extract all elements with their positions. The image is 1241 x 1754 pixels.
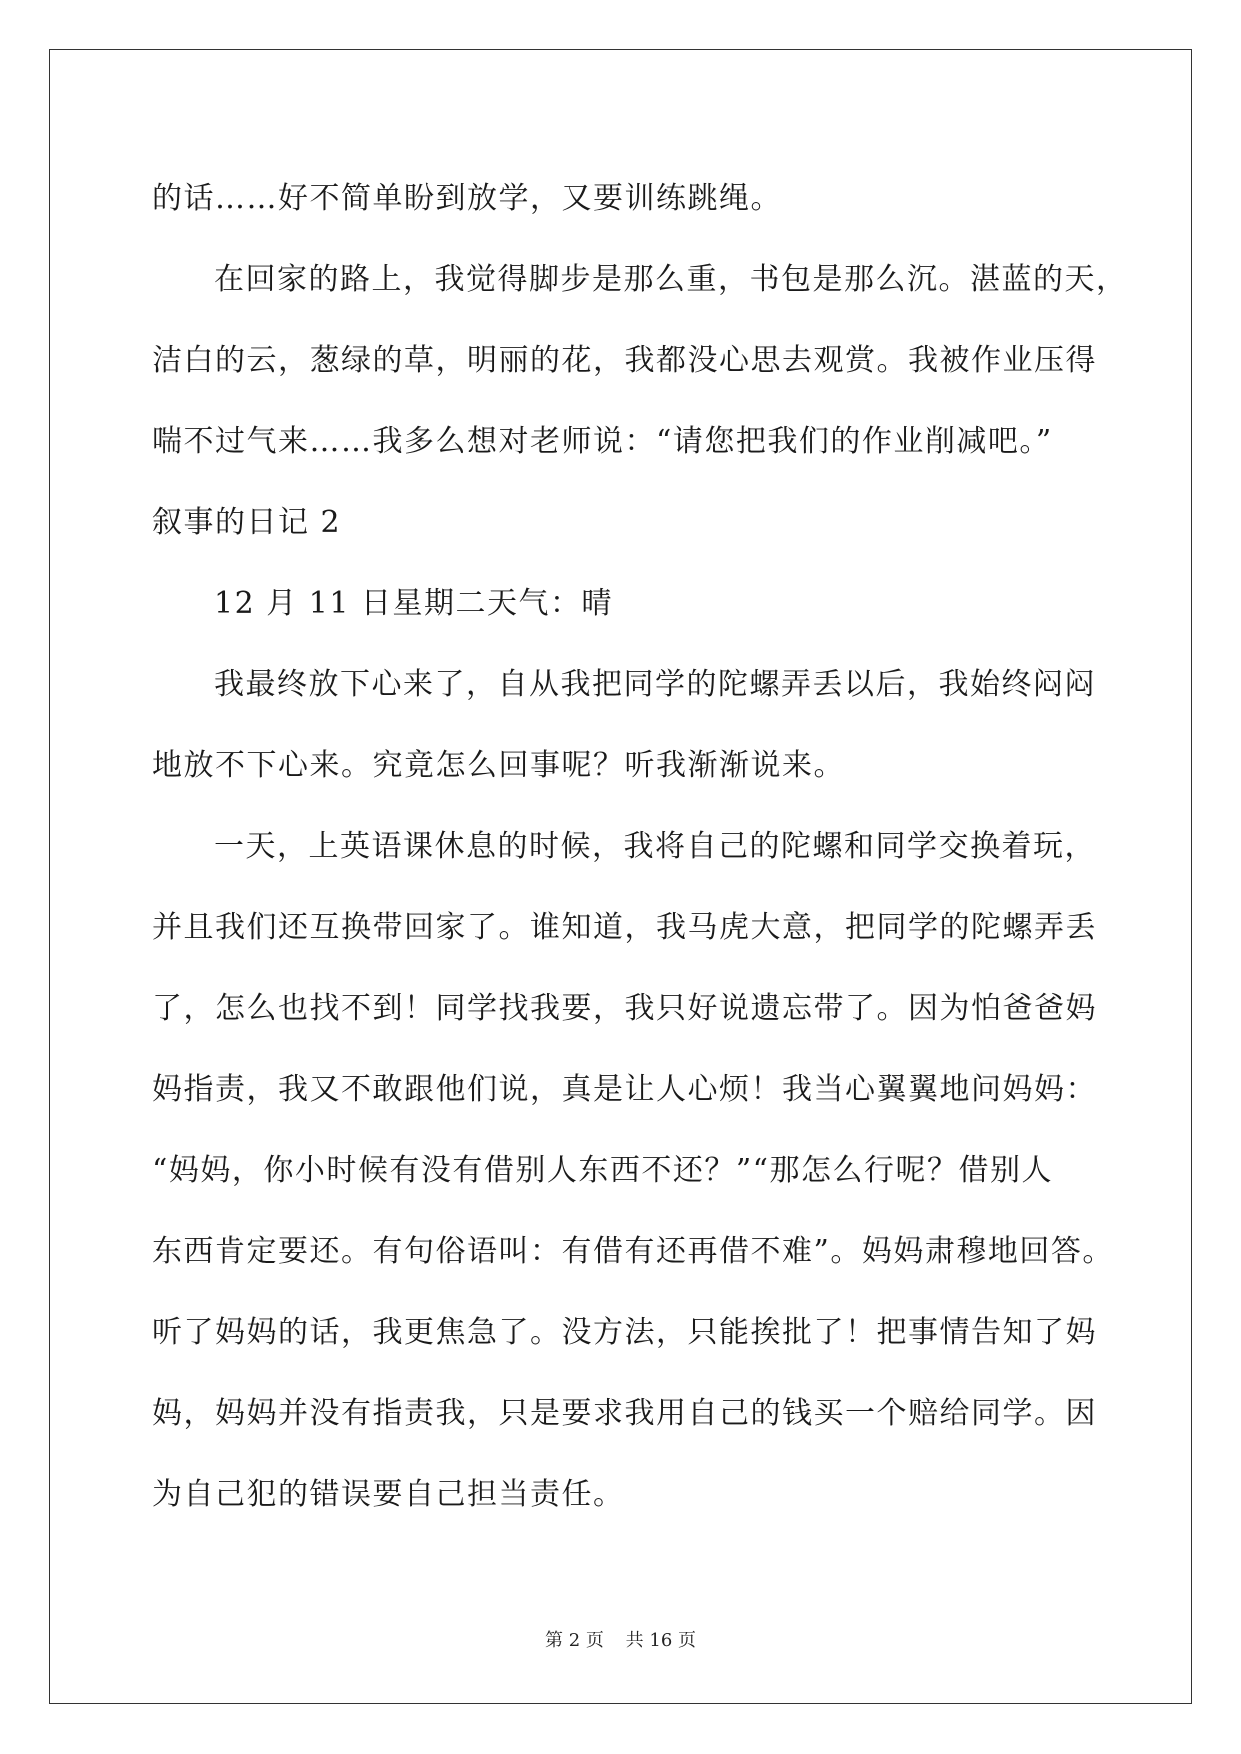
text-line: 洁白的云，葱绿的草，明丽的花，我都没心思去观赏。我被作业压得	[152, 343, 1097, 378]
page-footer	[0, 1626, 1241, 1652]
text-line: “妈妈，你小时候有没有借别人东西不还？”“那怎么行呢？借别人	[152, 1153, 1054, 1188]
text-line: 为自己犯的错误要自己担当责任。	[152, 1477, 625, 1512]
text-line: 的话……好不简单盼到放学，又要训练跳绳。	[152, 181, 782, 216]
text-line: 妈指责，我又不敢跟他们说，真是让人心烦！我当心翼翼地问妈妈：	[152, 1072, 1097, 1107]
text-line: 喘不过气来……我多么想对老师说：“请您把我们的作业削减吧。”	[152, 424, 1053, 459]
text-line: 地放不下心来。究竟怎么回事呢？听我渐渐说来。	[152, 748, 845, 783]
text-line: 东西肯定要还。有句俗语叫：有借有还再借不难”。妈妈肃穆地回答。	[152, 1234, 1114, 1269]
document-body	[152, 158, 1128, 1535]
text-line: 我最终放下心来了，自从我把同学的陀螺弄丢以后，我始终闷闷	[214, 667, 1096, 702]
text-line: 妈，妈妈并没有指责我，只是要求我用自己的钱买一个赔给同学。因	[152, 1396, 1097, 1431]
text-line: 并且我们还互换带回家了。谁知道，我马虎大意，把同学的陀螺弄丢	[152, 910, 1097, 945]
text-line: 在回家的路上，我觉得脚步是那么重，书包是那么沉。湛蓝的天，	[214, 262, 1128, 297]
page-number-total: 共 16 页	[625, 1630, 696, 1651]
text-line: 听了妈妈的话，我更焦急了。没方法，只能挨批了！把事情告知了妈	[152, 1315, 1097, 1350]
text-line: 了，怎么也找不到！同学找我要，我只好说遗忘带了。因为怕爸爸妈	[152, 991, 1097, 1026]
page-number-current: 第 2 页	[545, 1630, 604, 1651]
diary-date-line: 12 月 11 日星期二天气：晴	[214, 586, 613, 621]
section-heading: 叙事的日记 2	[152, 505, 342, 540]
text-line: 一天，上英语课休息的时候，我将自己的陀螺和同学交换着玩，	[214, 829, 1096, 864]
